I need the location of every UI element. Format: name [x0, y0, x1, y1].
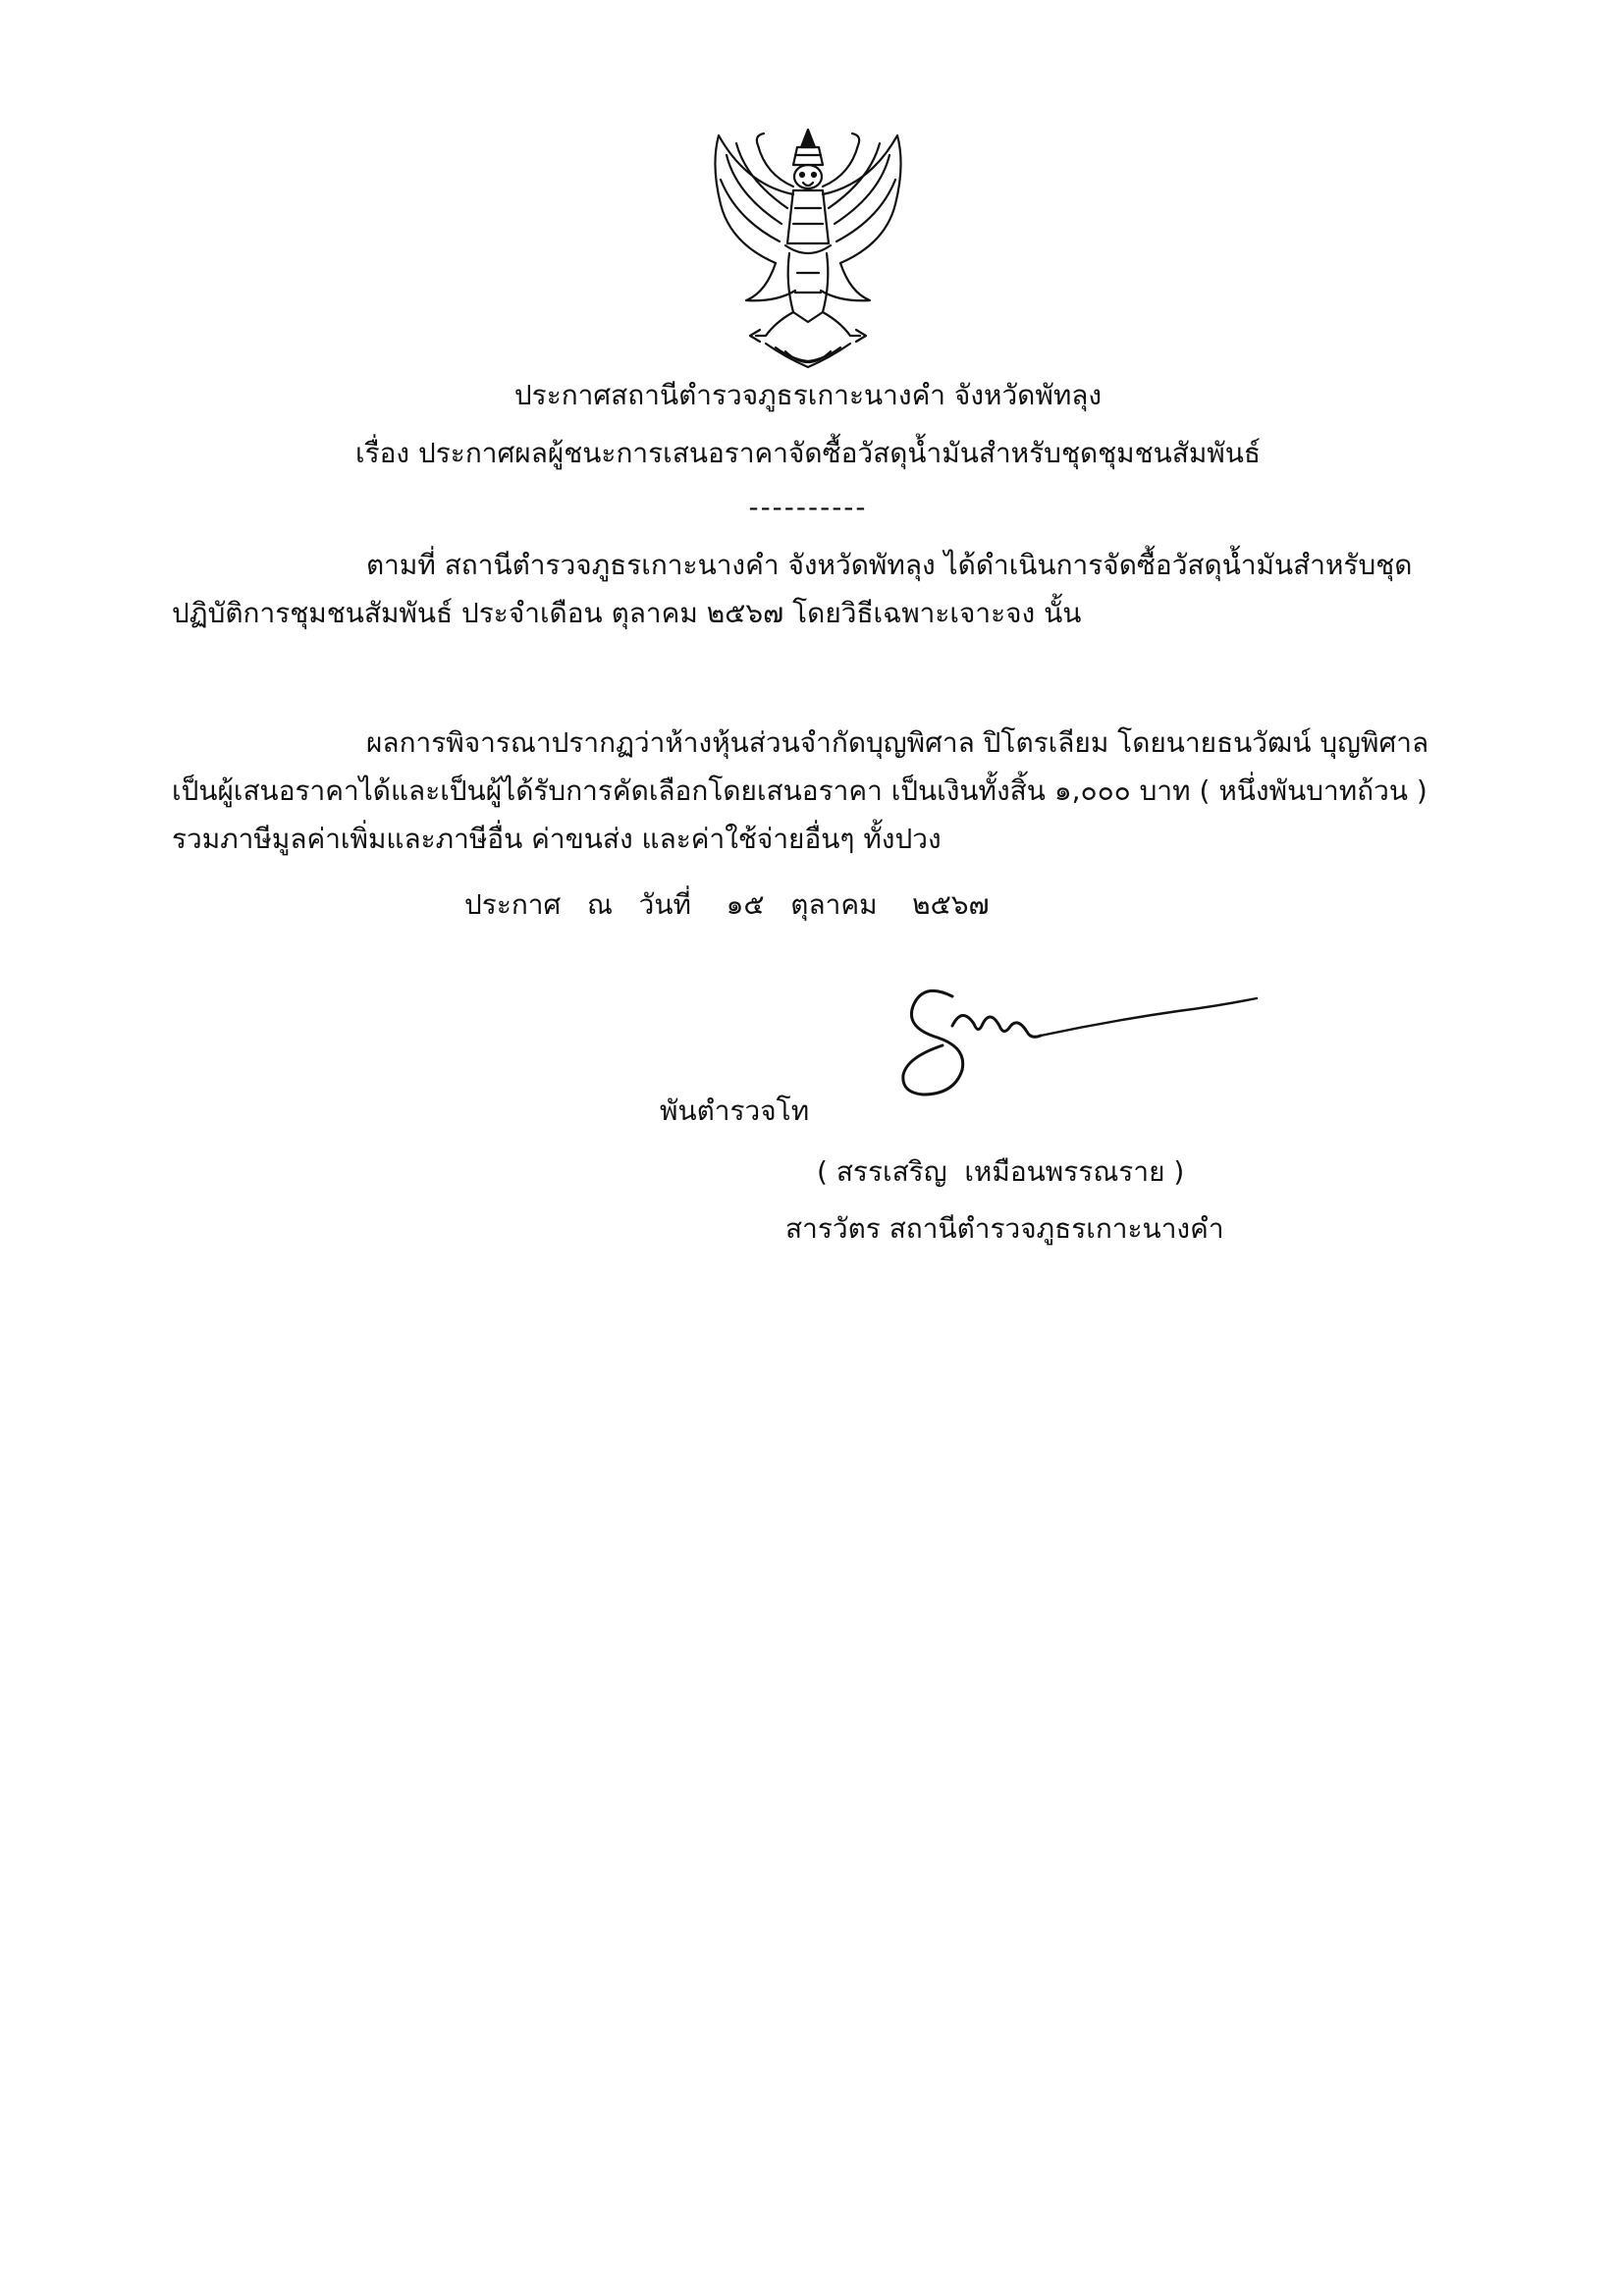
signatory-name: ( สรรเสริญ เหมือนพรรณราย )	[817, 1155, 1185, 1188]
paragraph-background	[172, 541, 1463, 637]
paragraph-line: เป็นผู้เสนอราคาได้และเป็นผู้ได้รับการคัดเลือกโดยเสนอราคา เป็นเงินทั้งสิ้น ๑,๐๐๐ บาท ( หนึ่งพันบาทถ้วน )	[172, 774, 1427, 807]
paragraph-line: ตามที่ สถานีตำรวจภูธรเกาะนางคำ จังหวัดพัทลุง ได้ดำเนินการจัดซื้อวัสดุน้ำมันสำหรับชุด	[366, 549, 1413, 581]
title-divider: ----------	[748, 491, 868, 523]
handwritten-signature	[884, 967, 1276, 1114]
signatory-position: สารวัตร สถานีตำรวจภูธรเกาะนางคำ	[785, 1212, 1224, 1245]
paragraph-line: รวมภาษีมูลค่าเพิ่มและภาษีอื่น ค่าขนส่ง และค่าใช้จ่ายอื่นๆ ทั้งปวง	[172, 823, 942, 855]
announcement-date: ประกาศ ณ วันที่ ๑๕ ตุลาคม ๒๕๖๗	[464, 888, 990, 921]
document-title: ประกาศสถานีตำรวจภูธรเกาะนางคำ จังหวัดพัทลุง	[513, 379, 1103, 411]
signatory-rank: พันตำรวจโท	[660, 1095, 810, 1127]
paragraph-line: ปฏิบัติการชุมชนสัมพันธ์ ประจำเดือน ตุลาคม ๒๕๖๗ โดยวิธีเฉพาะเจาะจง นั้น	[172, 597, 1082, 629]
paragraph-result	[172, 719, 1463, 863]
garuda-emblem-icon	[707, 126, 909, 371]
paragraph-line: ผลการพิจารณาปรากฏว่าห้างหุ้นส่วนจำกัดบุญพิศาล ปิโตรเลียม โดยนายธนวัฒน์ บุญพิศาล	[366, 726, 1429, 759]
document-subject: เรื่อง ประกาศผลผู้ชนะการเสนอราคาจัดซื้อวัสดุน้ำมันสำหรับชุดชุมชนสัมพันธ์	[355, 437, 1261, 469]
